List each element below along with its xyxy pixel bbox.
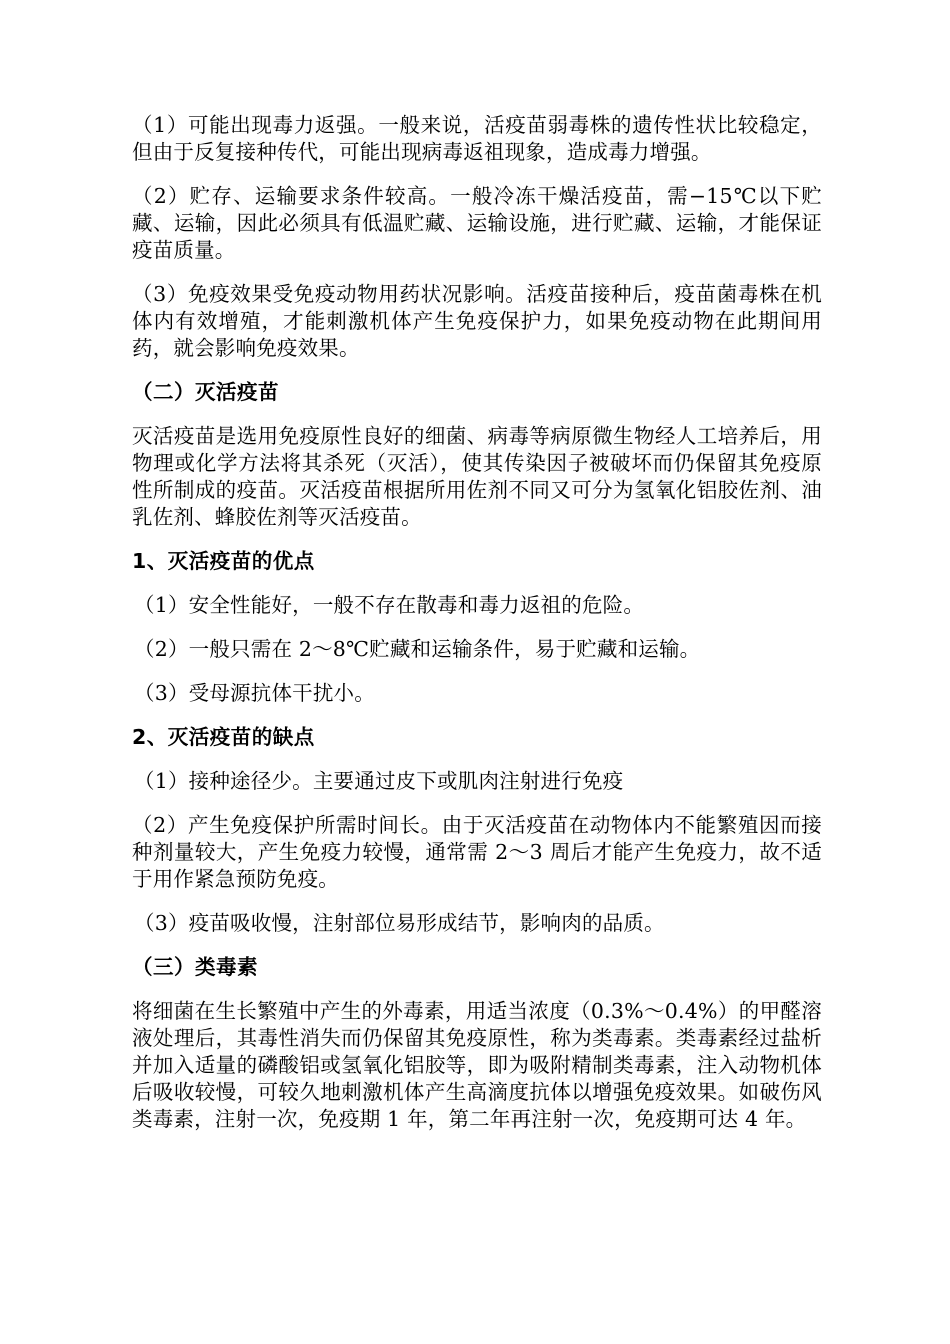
paragraph-live-vaccine-drawback-2: （2）贮存、运输要求条件较高。一般冷冻干燥活疫苗，需−15℃以下贮藏、运输，因此必须具有低温贮藏、运输设施，进行贮藏、运输，才能保证疫苗质量。 [132,184,822,262]
document-page [132,112,822,1150]
paragraph-disadvantage-3: （3）疫苗吸收慢，注射部位易形成结节，影响肉的品质。 [134,911,665,935]
paragraph-toxoid-description: 将细菌在生长繁殖中产生的外毒素，用适当浓度（0.3%～0.4%）的甲醛溶液处理后，其毒性消失而仍保留其免疫原性，称为类毒素。类毒素经过盐析并加入适量的磷酸铝或氢氧化铝胶等，即为吸附精制类毒素，注入动物机体后吸收较慢，可较久地刺激机体产生高滴度抗体以增强免疫效果。如破伤风类毒素，注射一次，免疫期 1 年，第二年再注射一次，免疫期可达 4 年。 [132,999,822,1131]
paragraph-live-vaccine-drawback-3: （3）免疫效果受免疫动物用药状况影响。活疫苗接种后，疫苗菌毒株在机体内有效增殖，才能刺激机体产生免疫保护力，如果免疫动物在此期间用药，就会影响免疫效果。 [132,282,822,360]
paragraph-disadvantage-2: （2）产生免疫保护所需时间长。由于灭活疫苗在动物体内不能繁殖因而接种剂量较大，产生免疫力较慢，通常需 2～3 周后才能产生免疫力，故不适于用作紧急预防免疫。 [132,813,822,891]
subheading-inactivated-disadvantages: 2、灭活疫苗的缺点 [132,725,315,749]
paragraph-disadvantage-1: （1）接种途径少。主要通过皮下或肌肉注射进行免疫 [134,769,624,793]
paragraph-advantage-2: （2）一般只需在 2～8℃贮藏和运输条件，易于贮藏和运输。 [134,637,701,661]
paragraph-live-vaccine-drawback-1: （1）可能出现毒力返强。一般来说，活疫苗弱毒株的遗传性状比较稳定，但由于反复接种传代，可能出现病毒返祖现象，造成毒力增强。 [132,113,822,164]
subheading-inactivated-advantages: 1、灭活疫苗的优点 [132,549,315,573]
section-heading-toxoid: （三）类毒素 [132,955,258,979]
paragraph-advantage-3: （3）受母源抗体干扰小。 [134,681,375,705]
paragraph-inactivated-vaccine-intro: 灭活疫苗是选用免疫原性良好的细菌、病毒等病原微生物经人工培养后，用物理或化学方法将其杀死（灭活），使其传染因子被破坏而仍保留其免疫原性所制成的疫苗。灭活疫苗根据所用佐剂不同又可分为氢氧化铝胶佐剂、油乳佐剂、蜂胶佐剂等灭活疫苗。 [132,424,822,529]
paragraph-advantage-1: （1）安全性能好，一般不存在散毒和毒力返祖的危险。 [134,593,645,617]
section-heading-inactivated-vaccine: （二）灭活疫苗 [132,380,279,404]
